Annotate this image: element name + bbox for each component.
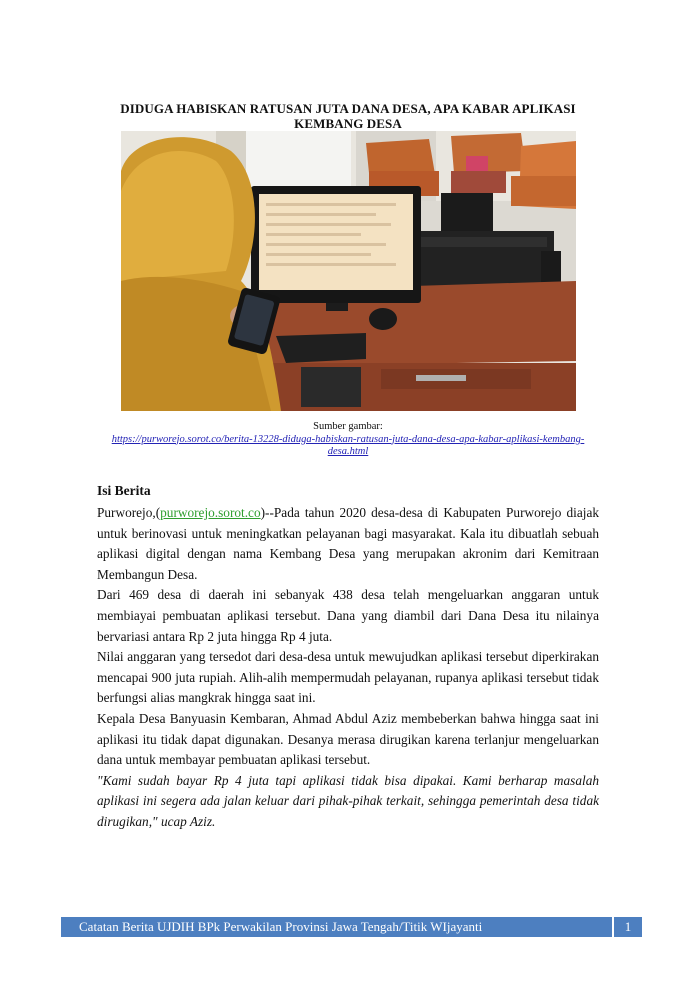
image-caption — [96, 421, 600, 459]
source-link[interactable]: https://purworejo.sorot.co/berita-13228-diduga-habiskan-ratusan-juta-dana-desa-apa-kabar-aplikasi-kembang-desa.html — [111, 433, 585, 457]
caption-label: Sumber gambar: — [313, 421, 383, 432]
footer-text: Catatan Berita UJDIH BPk Perwakilan Provinsi Jawa Tengah/Titik WIjayanti — [79, 919, 483, 934]
paragraph-4: Kepala Desa Banyuasin Kembaran, Ahmad Abdul Aziz membeberkan bahwa hingga saat ini aplikasi itu tidak dapat digunakan. Desanya merasa dirugikan karena terlanjur mengeluarkan dana untuk membayar pembuatan aplikasi tersebut. — [97, 710, 599, 768]
source-site-link[interactable]: purworejo.sorot.co — [160, 505, 261, 520]
paragraph-1-text: )--Pada tahun 2020 desa-desa di Kabupaten Purworejo diajak untuk berinovasi untuk meningkatkan pelayanan bagi masyarakat. Kala itu dibuatlah sebuah aplikasi digital dengan nama Kembang Desa yang merupakan akronim dari Kemitraan Membangun Desa. — [97, 505, 599, 582]
page-number: 1 — [624, 919, 632, 934]
article-body — [97, 503, 599, 833]
article-title: DIDUGA HABISKAN RATUSAN JUTA DANA DESA, APA KABAR APLIKASI KEMBANG DESA — [120, 101, 576, 131]
section-heading: Isi Berita — [97, 483, 151, 498]
paragraph-1 — [97, 503, 599, 585]
paragraph-2: Dari 469 desa di daerah ini sebanyak 438 desa telah mengeluarkan anggaran untuk membiayai pembuatan aplikasi tersebut. Dana yang diambil dari Dana Desa itu nilainya bervariasi antara Rp 2 juta hingga Rp 4 juta. — [97, 587, 599, 644]
dateline-prefix: Purworejo,( — [97, 505, 161, 520]
quote-paragraph: "Kami sudah bayar Rp 4 juta tapi aplikasi tidak bisa dipakai. Kami berharap masalah aplikasi ini segera ada jalan keluar dari pihak-pihak terkait, sehingga pemerintah desa tidak dirugikan," ucap Aziz. — [97, 772, 599, 829]
paragraph-3: Nilai anggaran yang tersedot dari desa-desa untuk mewujudkan aplikasi tersebut diperkirakan mencapai 900 juta rupiah. Alih-alih mempermudah pelayanan, rupanya aplikasi tersebut tidak berfungsi alias mangkrak hingga saat ini. — [97, 649, 599, 706]
article-photo — [121, 131, 576, 411]
page-footer — [61, 917, 642, 937]
